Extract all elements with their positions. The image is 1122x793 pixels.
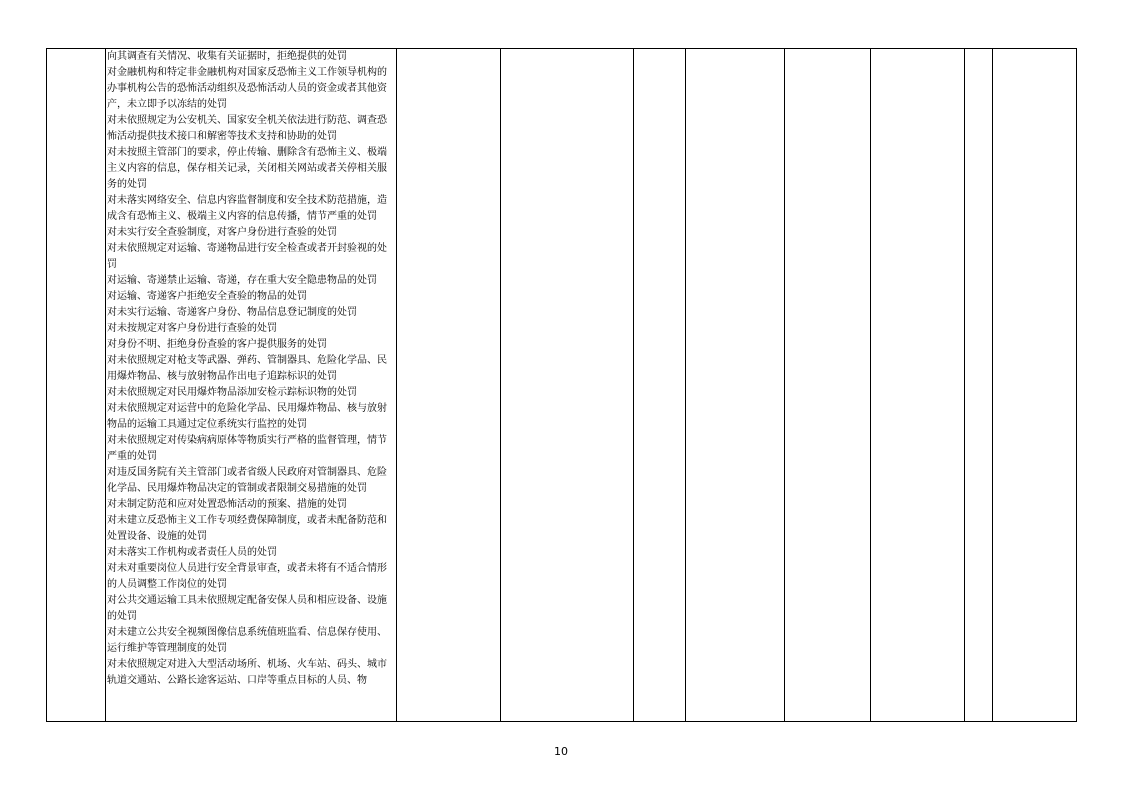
page-number: 10 (554, 745, 568, 758)
table-cell-7 (870, 49, 964, 722)
table-cell-2 (397, 49, 501, 722)
list-item: 对未对重要岗位人员进行安全背景审查，或者未将有不适合情形的人员调整工作岗位的处罚 (107, 563, 388, 590)
list-item: 对未实行安全查验制度，对客户身份进行查验的处罚 (107, 227, 338, 238)
list-item: 对未依照规定对运输、寄递物品进行安全检查或者开封验视的处罚 (107, 243, 388, 270)
list-item: 对未依照规定对进入大型活动场所、机场、火车站、码头、城市轨道交通站、公路长途客运站、口岸等重点目标的人员、物 (107, 659, 388, 686)
list-item: 对违反国务院有关主管部门或者省级人民政府对管制器具、危险化学品、民用爆炸物品决定的管制或者限制交易措施的处罚 (107, 467, 388, 494)
list-item: 对未建立反恐怖主义工作专项经费保障制度，或者未配备防范和处置设备、设施的处罚 (107, 515, 388, 542)
list-item: 对未依照规定对民用爆炸物品添加安检示踪标识物的处罚 (107, 387, 358, 398)
list-item: 对金融机构和特定非金融机构对国家反恐怖主义工作领导机构的办事机构公告的恐怖活动组织及恐怖活动人员的资金或者其他资产，未立即予以冻结的处罚 (107, 67, 388, 110)
list-item: 对未制定防范和应对处置恐怖活动的预案、措施的处罚 (107, 499, 348, 510)
list-item: 对身份不明、拒绝身份查验的客户提供服务的处罚 (107, 339, 328, 350)
list-item: 对未依照规定为公安机关、国家安全机关依法进行防范、调查恐怖活动提供技术接口和解密等技术支持和协助的处罚 (107, 115, 388, 142)
list-item: 对公共交通运输工具未依照规定配备安保人员和相应设备、设施的处罚 (107, 595, 388, 622)
list-item: 对运输、寄递禁止运输、寄递，存在重大安全隐患物品的处罚 (107, 275, 378, 286)
table-row (47, 49, 1077, 722)
list-item: 对未依照规定对运营中的危险化学品、民用爆炸物品、核与放射物品的运输工具通过定位系统实行监控的处罚 (107, 403, 388, 430)
list-item: 对未按规定对客户身份进行查验的处罚 (107, 323, 278, 334)
list-item: 对未依照规定对传染病病原体等物质实行严格的监督管理，情节严重的处罚 (107, 435, 388, 462)
list-item: 对未落实工作机构或者责任人员的处罚 (107, 547, 278, 558)
document-table (46, 48, 1077, 722)
list-item: 对运输、寄递客户拒绝安全查验的物品的处罚 (107, 291, 308, 302)
table-cell-9 (992, 49, 1076, 722)
list-item: 对未建立公共安全视频图像信息系统值班监看、信息保存使用、运行维护等管理制度的处罚 (107, 627, 388, 654)
list-item: 对未按照主管部门的要求，停止传输、删除含有恐怖主义、极端主义内容的信息，保存相关记录，关闭相关网站或者关停相关服务的处罚 (107, 147, 388, 190)
table-cell-0 (47, 49, 106, 722)
table-cell-8 (964, 49, 992, 722)
table-cell-6 (784, 49, 870, 722)
list-item: 对未实行运输、寄递客户身份、物品信息登记制度的处罚 (107, 307, 358, 318)
table-cell-5 (685, 49, 784, 722)
list-item: 对未落实网络安全、信息内容监督制度和安全技术防范措施，造成含有恐怖主义、极端主义内容的信息传播，情节严重的处罚 (107, 195, 388, 222)
table-cell-3 (501, 49, 633, 722)
list-item: 向其调查有关情况、收集有关证据时，拒绝提供的处罚 (107, 51, 348, 62)
table-cell-4 (633, 49, 685, 722)
table-cell-items (106, 49, 397, 722)
list-item: 对未依照规定对枪支等武器、弹药、管制器具、危险化学品、民用爆炸物品、核与放射物品作出电子追踪标识的处罚 (107, 355, 388, 382)
penalty-item-list (106, 49, 396, 689)
